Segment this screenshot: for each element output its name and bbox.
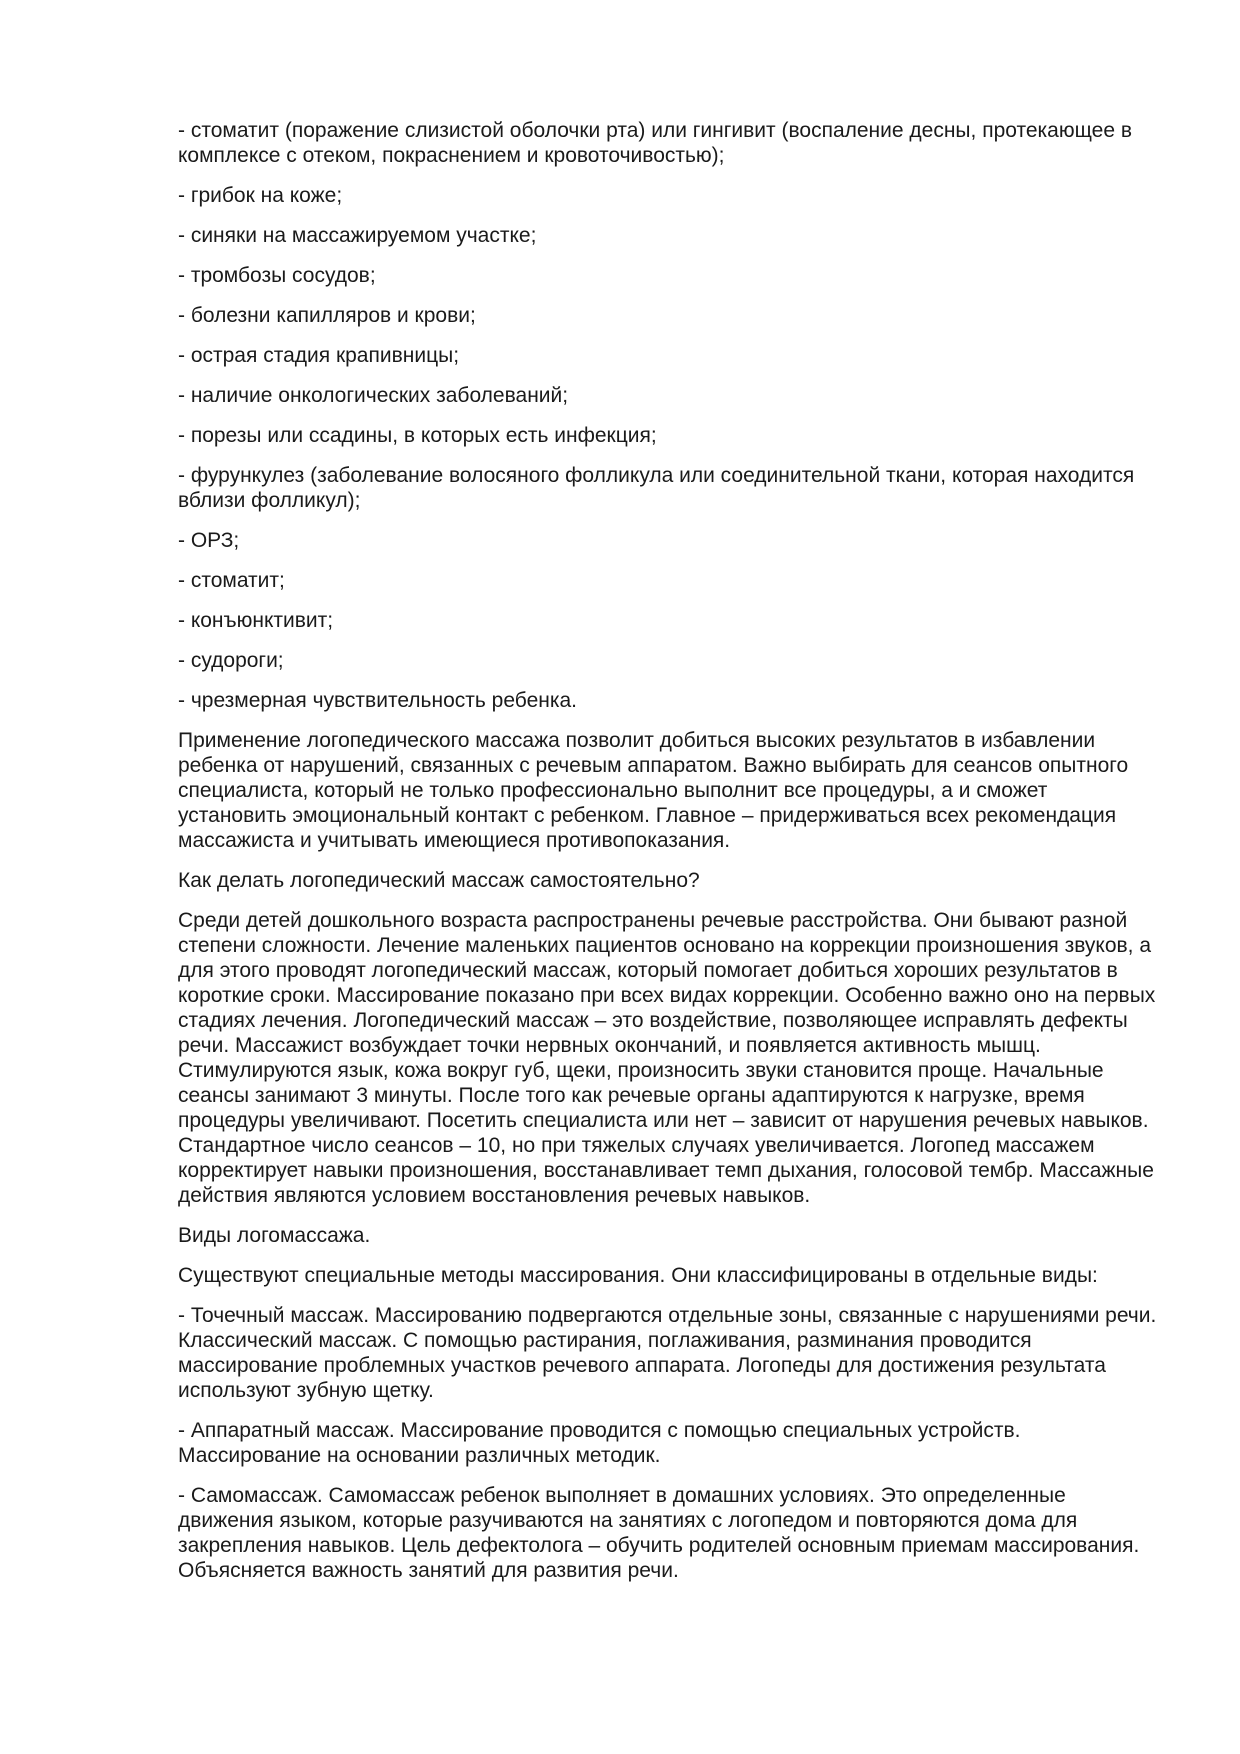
list-item-self-massage: - Самомассаж. Самомассаж ребенок выполняет в домашних условиях. Это определенные движения языком, которые разучиваются на занятиях с логопедом и повторяются дома для закрепления навыков. Цель дефектолога – обучить родителей основным приемам массирования. Объясняется важность занятий для развития речи.	[178, 1484, 1140, 1582]
list-item-stomatitis-gingivitis: - стоматит (поражение слизистой оболочки рта) или гингивит (воспаление десны, протекающее в комплексе с отеком, покраснением и кровоточивостью);	[178, 119, 1132, 167]
section-heading-self-massage-how-to: Как делать логопедический массаж самостоятельно?	[178, 869, 700, 892]
list-item-bruises: - синяки на массажируемом участке;	[178, 224, 537, 247]
list-item-infected-cuts: - порезы или ссадины, в которых есть инфекция;	[178, 424, 657, 447]
list-item-conjunctivitis: - конъюнктивит;	[178, 609, 334, 632]
list-item-skin-fungus: - грибок на коже;	[178, 184, 343, 207]
list-item-stomatitis: - стоматит;	[178, 569, 285, 592]
paragraph-speech-disorders: Среди детей дошкольного возраста распространены речевые расстройства. Они бывают разной степени сложности. Лечение маленьких пациентов основано на коррекции произношения звуков, а для этого проводят логопедический массаж, который помогает добиться хороших результатов в короткие сроки. Массирование показано при всех видах коррекции. Особенно важно оно на первых стадиях лечения. Логопедический массаж – это воздействие, позволяющее исправлять дефекты речи. Массажист возбуждает точки нервных окончаний, и появляется активность мышц. Стимулируются язык, кожа вокруг губ, щеки, произносить звуки становится проще. Начальные сеансы занимают 3 минуты. После того как речевые органы адаптируются к нагрузке, время процедуры увеличивают. Посетить специалиста или нет – зависит от нарушения речевых навыков. Стандартное число сеансов – 10, но при тяжелых случаях увеличивается. Логопед массажем корректирует навыки произношения, восстанавливает темп дыхания, голосовой тембр. Массажные действия являются условием восстановления речевых навыков.	[178, 909, 1156, 1207]
list-item-sensitivity: - чрезмерная чувствительность ребенка.	[178, 689, 578, 712]
list-item-seizures: - судороги;	[178, 649, 284, 672]
paragraph-application-summary: Применение логопедического массажа позволит добиться высоких результатов в избавлении ребенка от нарушений, связанных с речевым аппаратом. Важно выбирать для сеансов опытного специалиста, который не только профессионально выполнит все процедуры, а и сможет установить эмоциональный контакт с ребенком. Главное – придерживаться всех рекомендация массажиста и учитывать имеющиеся противопоказания.	[178, 729, 1129, 852]
list-item-oncology: - наличие онкологических заболеваний;	[178, 384, 569, 407]
paragraph-methods-intro: Существуют специальные методы массирования. Они классифицированы в отдельные виды:	[178, 1264, 1098, 1287]
document-body	[178, 118, 1160, 1598]
list-item-furunculosis: - фурункулез (заболевание волосяного фолликула или соединительной ткани, которая находится вблизи фолликул);	[178, 464, 1135, 512]
list-item-orz: - ОРЗ;	[178, 529, 240, 552]
list-item-capillary-blood-diseases: - болезни капилляров и крови;	[178, 304, 476, 327]
list-item-urticaria: - острая стадия крапивницы;	[178, 344, 460, 367]
list-item-thrombosis: - тромбозы сосудов;	[178, 264, 376, 287]
list-item-point-massage: - Точечный массаж. Массированию подвергаются отдельные зоны, связанные с нарушениями речи. Классический массаж. С помощью растирания, поглаживания, разминания проводится массирование проблемных участков речевого аппарата. Логопеды для достижения результата используют зубную щетку.	[178, 1304, 1157, 1402]
list-item-hardware-massage: - Аппаратный массаж. Массирование проводится с помощью специальных устройств. Массирование на основании различных методик.	[178, 1419, 1021, 1467]
section-heading-massage-types: Виды логомассажа.	[178, 1224, 371, 1247]
